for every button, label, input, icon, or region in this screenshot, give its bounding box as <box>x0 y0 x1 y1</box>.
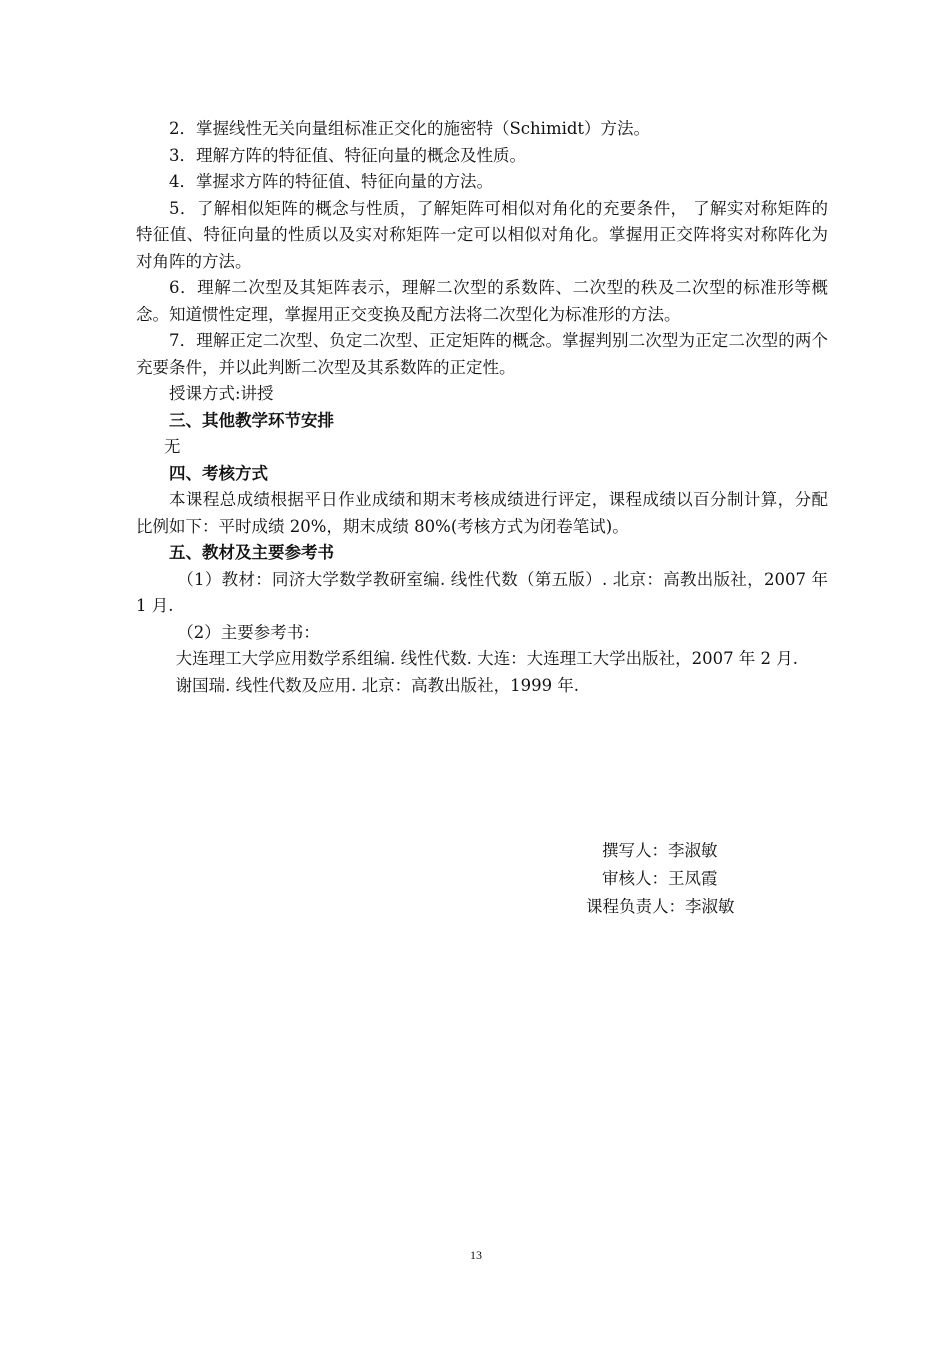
reference-item-1: 大连理工大学应用数学系组编. 线性代数. 大连：大连理工大学出版社，2007 年 2 月. <box>175 649 799 668</box>
course-lead-signature: 课程负责人：李淑敏 <box>586 897 735 916</box>
section-4-body: 本课程总成绩根据平日作业成绩和期末考核成绩进行评定，课程成绩以百分制计算，分配比例如下：平时成绩 20%，期末成绩 80%(考核方式为闭卷笔试)。 <box>136 490 828 536</box>
paragraph-item-7: 7．理解正定二次型、负定二次型、正定矩阵的概念。掌握判别二次型为正定二次型的两个充要条件，并以此判断二次型及其系数阵的正定性。 <box>136 331 828 377</box>
paragraph-item-4: 4．掌握求方阵的特征值、特征向量的方法。 <box>169 172 493 191</box>
section-3-title: 三、其他教学环节安排 <box>169 410 334 430</box>
paragraph-item-3: 3．理解方阵的特征值、特征向量的概念及性质。 <box>169 145 526 165</box>
textbook-entry: （1）教材：同济大学数学教研室编. 线性代数（第五版）. 北京：高教出版社，2007 年 1 月. <box>136 569 828 615</box>
section-4-title: 四、考核方式 <box>169 463 268 483</box>
document-body <box>136 116 828 699</box>
page-number: 13 <box>470 1248 482 1262</box>
reference-item-2: 谢国瑞. 线性代数及应用. 北京：高教出版社，1999 年. <box>175 675 580 695</box>
author-signature: 撰写人：李淑敏 <box>602 841 718 860</box>
section-5-title: 五、教材及主要参考书 <box>169 543 334 562</box>
section-3-body: 无 <box>164 437 181 456</box>
paragraph-item-2: 2．掌握线性无关向量组标准正交化的施密特（Schimidt）方法。 <box>169 119 651 138</box>
paragraph-item-5: 5．了解相似矩阵的概念与性质，了解矩阵可相似对角化的充要条件， 了解实对称矩阵的特征值、特征向量的性质以及实对称矩阵一定可以相似对角化。掌握用正交阵将实对称阵化为对角阵的方法。 <box>136 198 828 271</box>
paragraph-item-6: 6．理解二次型及其矩阵表示，理解二次型的系数阵、二次型的秩及二次型的标准形等概念。知道惯性定理，掌握用正交变换及配方法将二次型化为标准形的方法。 <box>136 278 828 324</box>
reviewer-signature: 审核人：王凤霞 <box>602 869 718 888</box>
references-title: （2）主要参考书： <box>177 622 320 642</box>
teaching-method: 授课方式:讲授 <box>169 384 274 403</box>
